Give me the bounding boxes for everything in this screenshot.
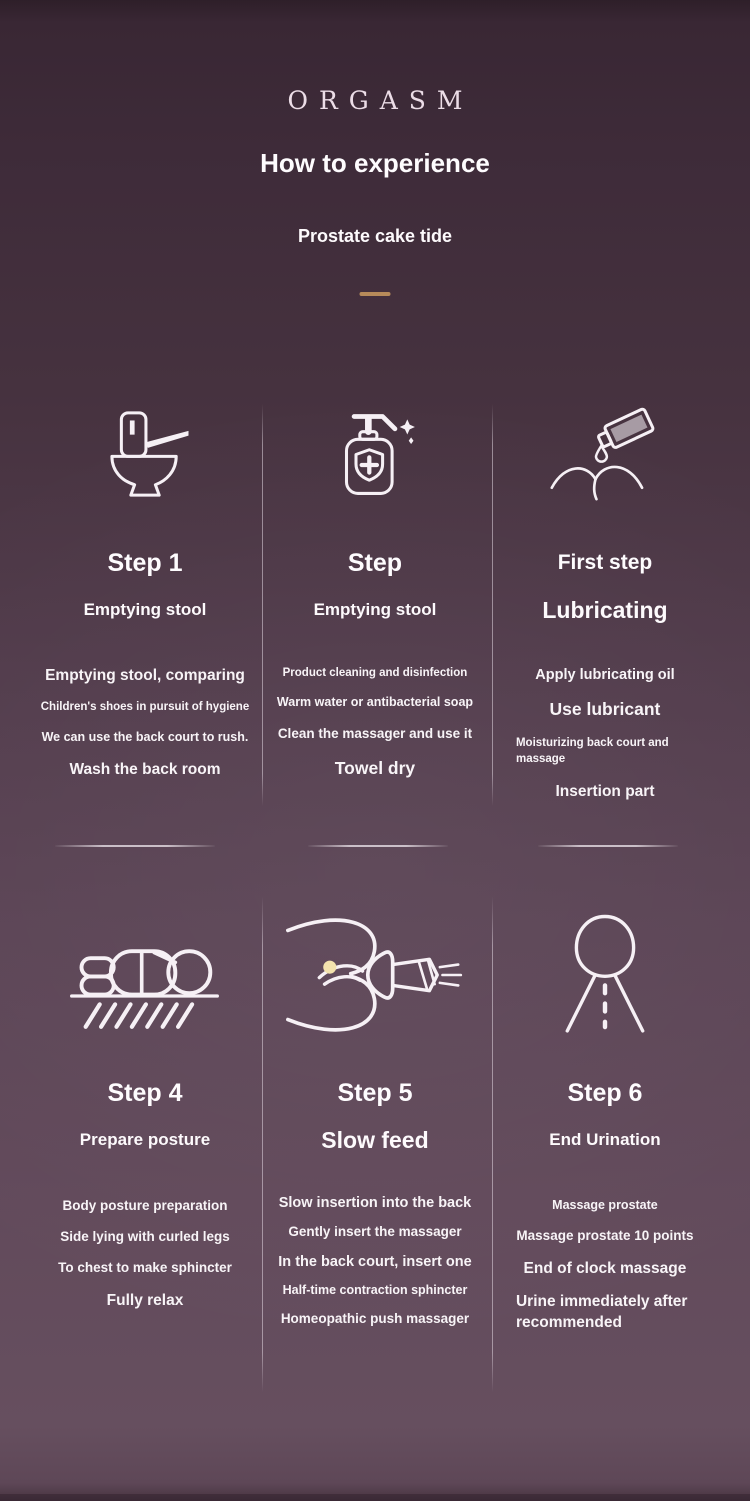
step-label: Step 6 (567, 1079, 643, 1107)
description-line: Clean the massager and use it (277, 726, 473, 741)
step-label: Step 4 (107, 1079, 183, 1107)
section-divider (55, 845, 215, 847)
description-line: In the back court, insert one (278, 1254, 472, 1270)
step-name: End Urination (549, 1130, 661, 1149)
description-line: Warm water or antibacterial soap (276, 695, 474, 710)
section-divider (538, 845, 678, 847)
step-card-end-urination (490, 900, 720, 1334)
step-description (30, 666, 260, 780)
description-line: Emptying stool, comparing (45, 667, 245, 684)
step-card-cleaning (260, 404, 490, 801)
step-card-prepare-posture (30, 900, 260, 1334)
step-label: First step (557, 551, 653, 574)
description-line: Massage prostate 10 points (516, 1227, 694, 1243)
gold-divider (360, 292, 391, 296)
step-description (260, 1194, 490, 1328)
step-label: Step 5 (337, 1079, 413, 1107)
urination-figure-icon (540, 900, 670, 1050)
step-card-emptying-stool-1 (30, 404, 260, 801)
toilet-icon (93, 404, 197, 504)
description-line: Moisturizing back court and massage (515, 737, 669, 765)
section-divider (308, 845, 448, 847)
step-card-lubricating (490, 404, 720, 801)
step-label: Step 1 (107, 549, 183, 577)
page-subtitle: Prostate cake tide (297, 226, 453, 246)
description-line: To chest to make sphincter (58, 1259, 232, 1275)
description-line: Half-time contraction sphincter (282, 1283, 468, 1298)
step-description (490, 1198, 720, 1334)
description-line: Massage prostate (552, 1198, 658, 1212)
description-line: Towel dry (334, 757, 416, 778)
step-name: Lubricating (542, 597, 668, 623)
step-card-slow-feed (260, 900, 490, 1334)
description-line: Wash the back room (69, 761, 221, 779)
step-description (490, 666, 720, 801)
steps-row-2 (30, 900, 720, 1334)
lubricant-drop-icon (536, 404, 674, 504)
step-name: Slow feed (321, 1127, 429, 1153)
description-line: Gently insert the massager (288, 1224, 462, 1240)
steps-row-1 (30, 404, 720, 801)
insert-massager-icon (280, 900, 470, 1050)
step-name: Prepare posture (79, 1130, 211, 1149)
description-line: Slow insertion into the back (278, 1195, 472, 1211)
description-line: Use lubricant (549, 699, 661, 720)
description-line: End of clock massage (523, 1259, 687, 1277)
step-description (30, 1198, 260, 1310)
soap-dispenser-icon (325, 404, 425, 504)
brand-logo-text: ORGASM (287, 86, 474, 115)
description-line: Children's shoes in pursuit of hygiene (40, 701, 250, 714)
page-title: How to experience (260, 148, 490, 178)
step-description (260, 666, 490, 780)
step-name: Emptying stool (83, 600, 207, 619)
column-divider (492, 896, 493, 1392)
description-line: Body posture preparation (62, 1198, 228, 1213)
step-name: Emptying stool (313, 600, 437, 619)
description-line: Apply lubricating oil (535, 667, 675, 683)
description-line: Homeopathic push massager (280, 1310, 470, 1326)
side-lying-posture-icon (52, 900, 237, 1050)
bottom-shade (0, 1494, 750, 1501)
description-line: Urine immediately after recommended (515, 1292, 688, 1331)
column-divider (492, 404, 493, 806)
column-divider (262, 404, 263, 806)
description-line: Fully relax (106, 1291, 184, 1309)
description-line: Side lying with curled legs (60, 1228, 230, 1244)
description-line: Insertion part (555, 783, 655, 801)
column-divider (262, 896, 263, 1392)
step-label: Step (347, 549, 403, 577)
description-line: We can use the back court to rush. (41, 729, 249, 744)
description-line: Product cleaning and disinfection (282, 667, 468, 679)
